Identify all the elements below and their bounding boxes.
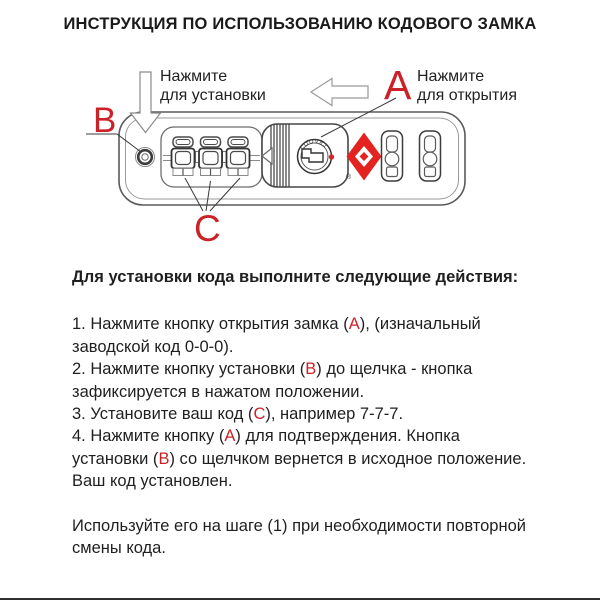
ref-letter-a: A (348, 315, 360, 334)
page-title: ИНСТРУКЦИЯ ПО ИСПОЛЬЗОВАНИЮ КОДОВОГО ЗАМКА (63, 15, 537, 33)
slide-direction-arrow-icon (311, 79, 368, 106)
instructions-block (72, 266, 530, 559)
registered-mark: ® (346, 174, 352, 181)
keyhole-curved-text: LOOV8J (299, 138, 329, 151)
ref-letter-c: C (253, 405, 266, 424)
ref-letter-b: B (305, 360, 317, 379)
label-a: A (384, 62, 412, 108)
code-dials (172, 137, 250, 176)
shackle-slot-1 (382, 131, 403, 181)
shackle-slot-2 (420, 131, 441, 181)
step-4: 4. Нажмите кнопку (A) для подтверждения. Кнопка установки (B) со щелчком вернется в исходное положение. (72, 427, 527, 468)
step-1: 1. Нажмите кнопку открытия замка (A), (изначальный заводской код 0-0-0). (72, 315, 481, 356)
ref-letter-a: A (224, 427, 236, 446)
step-2: 2. Нажмите кнопку установки (B) до щелчка - кнопка зафиксируется в нажатом положении. (72, 360, 473, 401)
step-3: 3. Установите ваш код (C), например 7-7-7. (72, 405, 404, 424)
press-to-open-line1: Нажмите (417, 68, 485, 85)
label-b: B (93, 101, 117, 140)
ref-letter-b: B (158, 449, 170, 468)
press-to-set-label (160, 68, 266, 104)
instructions-footer: Используйте его на шаге (1) при необходимости повторной смены кода. (72, 516, 526, 558)
step-result: Ваш код установлен. (72, 472, 233, 491)
press-to-open-line2: для открытия (417, 87, 517, 104)
plate-ridges (271, 124, 289, 187)
code-dial-1 (172, 137, 195, 176)
code-dial-3 (227, 137, 250, 176)
press-to-set-line1: Нажмите (160, 68, 228, 85)
instructions-steps (72, 313, 530, 492)
lock-diagram (0, 0, 600, 252)
unlock-indicator-dot (329, 154, 334, 159)
label-c: C (194, 208, 221, 249)
press-to-set-line2: для установки (160, 87, 266, 104)
instructions-heading: Для установки кода выполните следующие действия: (72, 268, 519, 286)
keyhole-plate (262, 124, 348, 187)
code-dial-2 (199, 137, 222, 176)
press-to-open-label (417, 68, 517, 104)
